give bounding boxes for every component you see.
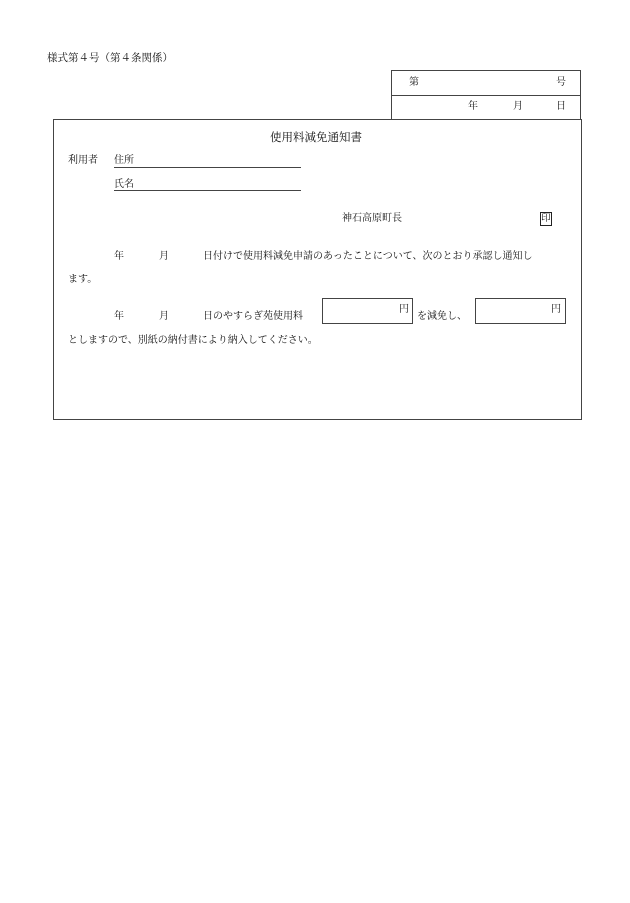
p2-year-label: 年: [114, 311, 124, 322]
form-number-label: 様式第４号（第４条関係）: [47, 52, 173, 64]
p1-continuation: ます。: [68, 274, 98, 285]
p1-year-label: 年: [114, 251, 124, 262]
exempt-text: を減免し、: [417, 311, 467, 322]
p1-month-label: 月: [159, 251, 169, 262]
p2-month-label: 月: [159, 311, 169, 322]
number-prefix: 第: [409, 77, 419, 88]
name-field-line: [114, 190, 301, 191]
closing-text: としますので、別紙の納付書により納入してください。: [68, 335, 318, 346]
date-day-label: 日: [556, 101, 566, 112]
date-month-label: 月: [513, 101, 523, 112]
p1-text: 日付けで使用料減免申請のあったことについて、次のとおり承認し通知し: [203, 251, 533, 262]
notice-title: 使用料減免通知書: [270, 130, 362, 144]
address-field-line: [114, 167, 301, 168]
document-number-box: [391, 70, 581, 119]
name-label: 氏名: [114, 179, 134, 190]
seal-mark: 印: [541, 213, 551, 225]
number-box-divider: [392, 95, 580, 96]
exempt-yen-unit: 円: [551, 304, 561, 315]
user-label: 利用者: [68, 155, 98, 166]
fee-yen-unit: 円: [399, 304, 409, 315]
address-label: 住所: [114, 155, 134, 166]
date-year-label: 年: [468, 101, 478, 112]
number-suffix: 号: [556, 77, 566, 88]
issuer-name: 神石高原町長: [342, 213, 402, 224]
p2-text: 日のやすらぎ苑使用料: [203, 311, 303, 322]
